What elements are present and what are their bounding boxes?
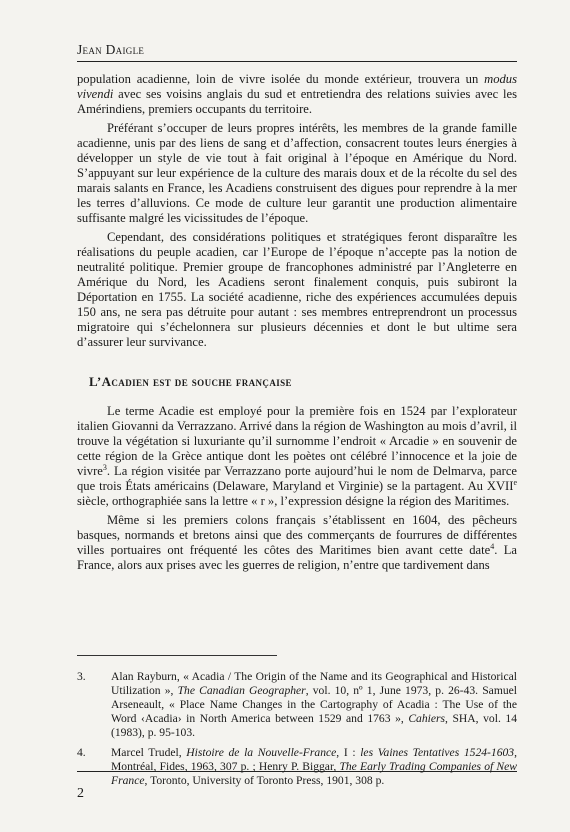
- text-run: siècle, orthographiée sans la lettre « r », l’expression désigne la région des Maritimes.: [77, 494, 510, 508]
- footnote-text: [111, 746, 517, 788]
- text-run: , I :: [336, 746, 361, 759]
- footer-rule: [77, 771, 517, 772]
- footnote-number: 4.: [77, 746, 86, 759]
- main-text: [77, 72, 517, 577]
- italic-text: modus vivendi: [77, 72, 517, 101]
- text-run: population acadienne, loin de vivre isolée du monde extérieur, trouvera un: [77, 72, 485, 86]
- text-run: . La France, alors aux prises avec les guerres de religion, n’entre que tardivement dans: [77, 543, 517, 572]
- paragraph: [77, 121, 517, 226]
- running-header: Jean Daigle: [77, 42, 145, 57]
- text-run: , Toronto, University of Toronto Press, 1901, 308 p.: [144, 774, 385, 787]
- footnotes: [77, 670, 517, 794]
- footnote: [77, 746, 517, 788]
- text-run: , SHA, vol. 14 (1983), p. 95-103.: [111, 712, 517, 739]
- text-run: , vol. 10, nº 1, June 1973, p. 26-43. Samuel Arseneault, « Place Name Changes in the Cartography of Acadia : The Use of the Word ‹Acadia› in North America between 1529 and 1763 »,: [111, 684, 517, 725]
- italic-text: Histoire de la Nouvelle-France: [186, 746, 337, 759]
- paragraph: [77, 230, 517, 350]
- paragraph: [77, 513, 517, 573]
- footnote-reference: e: [513, 477, 517, 487]
- italic-text: The Early Trading Companies of New France: [111, 760, 518, 787]
- section-heading: L’Acadien est de souche française: [89, 374, 292, 389]
- text-run: . La région visitée par Verrazzano porte aujourd’hui le nom de Delmarva, parce que trois États américains (Delaware, Maryland et Virginie) se la partagent. Au XVII: [77, 464, 517, 493]
- text-run: , Montréal, Fides, 1963, 307 p. ; Henry P. Biggar,: [111, 746, 517, 773]
- footnote-number: 3.: [77, 670, 86, 683]
- italic-text: Cahiers: [408, 712, 446, 725]
- text-run: Le terme Acadie est employé pour la première fois en 1524 par l’explorateur italien Giovanni da Verrazzano. Arrivé dans la région de Washington au mois d’avril, il trouve la végétation si luxuriante qu’il surnomme l’endroit « Arcadie » en souvenir de cette région de la Grèce antique dont les poètes ont célébré l’innocence et la joie de vivre: [77, 404, 517, 478]
- paragraph: [77, 404, 517, 509]
- text-run: Alan Rayburn, « Acadia / The Origin of the Name and its Geographical and Historical Utilization »,: [111, 670, 517, 697]
- footnote-rule: [77, 655, 277, 656]
- header-rule: [77, 61, 517, 62]
- footnote-reference: 4: [490, 541, 495, 551]
- text-run: Cependant, des considérations politiques et stratégiques feront disparaître les réalisations du peuple acadien, car l’Europe de l’époque n’accepte pas la notion de neutralité politique. Premier groupe de francophones administré par l’Angleterre en Amérique du Nord, les Acadiens seront finalement conquis, puis subiront la Déportation en 1755. La société acadienne, riche des expériences accumulées depuis 150 ans, ne sera pas détruite pour autant : ses membres entreprendront un processus migratoire qui s’échelonnera sur plusieurs décennies et dont le but ultime sera d’assurer leur survivance.: [77, 230, 517, 349]
- footnote-text: [111, 670, 517, 740]
- paragraph: [77, 72, 517, 117]
- page-number: 2: [77, 786, 84, 801]
- text-run: Marcel Trudel,: [111, 746, 187, 759]
- footnote: [77, 670, 517, 740]
- italic-text: The Canadian Geographer: [177, 684, 306, 697]
- italic-text: les Vaines Tentatives 1524-1603: [360, 746, 515, 759]
- text-run: Même si les premiers colons français s’établissent en 1604, des pêcheurs basques, normands et bretons ainsi que des commerçants de fourrures de différentes villes portuaires ont fréquenté les côtes des Maritimes bien avant cette date: [77, 513, 517, 557]
- text-run: Préférant s’occuper de leurs propres intérêts, les membres de la grande famille acadienne, unis par des liens de sang et d’affection, consacrent toutes leurs énergies à développer un style de vie tout à fait original à l’époque en Amérique du Nord. S’appuyant sur leur expérience de la culture des marais doux et de la récolte du sel des marais salants en France, les Acadiens construisent des digues pour reprendre à la mer les terres d’alluvions. Ce mode de culture leur garantit une production alimentaire suffisante malgré les vicissitudes de l’époque.: [77, 121, 517, 225]
- footnote-reference: 3: [102, 462, 107, 472]
- text-run: avec ses voisins anglais du sud et entretiendra des relations suivies avec les Amérindiens, premiers occupants du territoire.: [77, 87, 517, 116]
